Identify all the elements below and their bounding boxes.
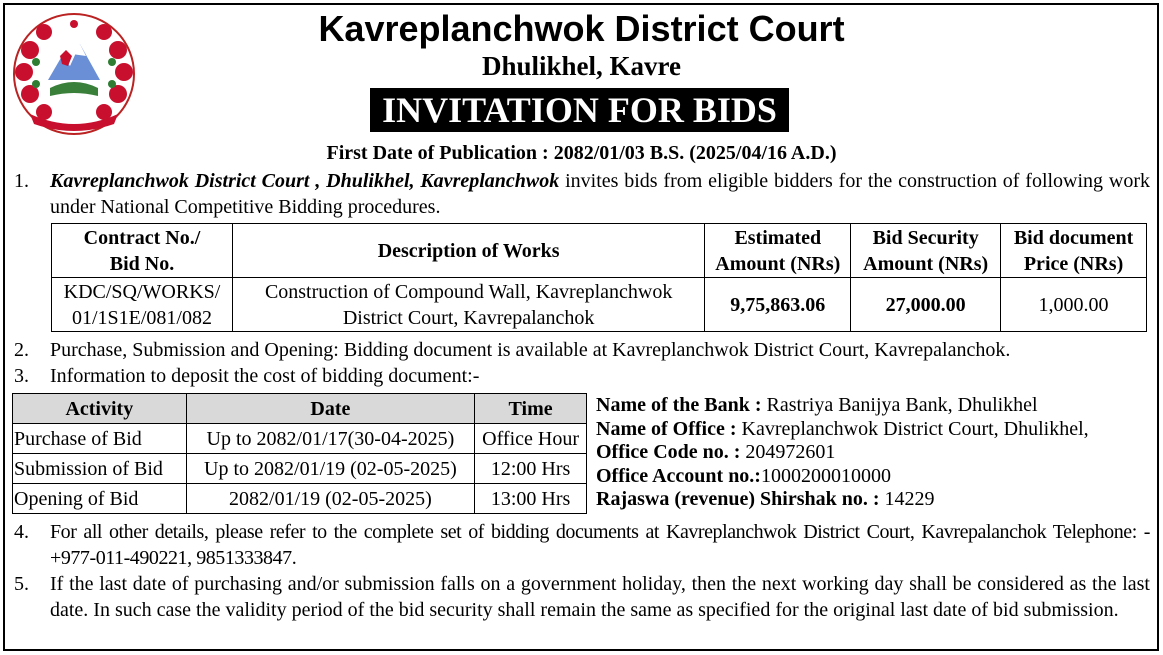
- court-location: Dhulikhel, Kavre: [481, 51, 682, 81]
- item-5-text: If the last date of purchasing and/or submission falls on a government holiday, then the next working day shall be considered as the last date. In such case the validity period of the bid security shall remain the same as specified for the original last date of bid submission.: [50, 573, 1150, 621]
- item-1-number: 1.: [14, 170, 29, 192]
- item-4: [14, 519, 1150, 571]
- cell-bid-security: 27,000.00: [851, 278, 1001, 332]
- office-code-line: Office Code no. : 204972601: [596, 441, 836, 463]
- header-date: Date: [186, 394, 475, 424]
- office-name-line: Name of Office : Kavreplanchwok District Court, Dhulikhel,: [596, 417, 1089, 440]
- cell-date: Up to 2082/01/17(30-04-2025): [186, 424, 475, 454]
- header-estimated-amount: Estimated Amount (NRs): [705, 224, 851, 278]
- header-activity: Activity: [13, 394, 187, 424]
- cell-estimated-amount: 9,75,863.06: [705, 278, 851, 332]
- item-5: [14, 571, 1150, 623]
- cell-contract-no: KDC/SQ/WORKS/ 01/1S1E/081/082: [52, 278, 233, 332]
- cell-time: Office Hour: [475, 424, 587, 454]
- cell-date: 2082/01/19 (02-05-2025): [186, 484, 475, 514]
- bank-details: [596, 394, 1156, 512]
- header-contract-no: Contract No./ Bid No.: [52, 224, 233, 278]
- item-1: [14, 168, 1150, 220]
- item-3-text: Information to deposit the cost of bidding document:-: [50, 365, 480, 387]
- item-1-rest: invites bids from eligible bidders for the construction of following work under National Competitive Bidding procedures.: [50, 170, 1150, 218]
- item-2-text: Purchase, Submission and Opening: Bidding document is available at Kavreplanchwok District Court, Kavrepalanchok.: [50, 339, 1011, 361]
- item-3: [14, 363, 1150, 389]
- item-3-number: 3.: [14, 365, 29, 387]
- publication-date: First Date of Publication : 2082/01/03 B.S. (2025/04/16 A.D.): [326, 142, 837, 164]
- header-bid-security: Bid Security Amount (NRs): [851, 224, 1001, 278]
- cell-description: Construction of Compound Wall, Kavreplanchwok District Court, Kavrepalanchok: [232, 278, 704, 332]
- cell-activity: Submission of Bid: [13, 454, 187, 484]
- office-account-line: Office Account no.:1000200010000: [596, 464, 891, 487]
- item-2-number: 2.: [14, 339, 29, 361]
- table-row: [13, 424, 587, 454]
- table-row: [13, 484, 587, 514]
- cell-time: 13:00 Hrs: [475, 484, 587, 514]
- rajaswa-line: Rajaswa (revenue) Shirshak no. : 14229: [596, 488, 935, 510]
- header-time: Time: [475, 394, 587, 424]
- invitation-banner: INVITATION FOR BIDS: [370, 88, 789, 132]
- works-table: [51, 223, 1147, 332]
- deposit-header-row: [13, 394, 587, 424]
- item-5-number: 5.: [14, 573, 29, 595]
- item-4-number: 4.: [14, 521, 29, 543]
- works-header-row: [52, 224, 1147, 278]
- item-1-bold: Kavreplanchwok District Court , Dhulikhel, Kavreplanchwok: [50, 170, 560, 192]
- court-name: Kavreplanchwok District Court: [318, 8, 845, 49]
- table-row: [52, 278, 1147, 332]
- header-description: Description of Works: [232, 224, 704, 278]
- item-1-text: [50, 168, 1150, 220]
- cell-activity: Opening of Bid: [13, 484, 187, 514]
- bank-name-line: Name of the Bank : Rastriya Banijya Bank, Dhulikhel: [596, 394, 1038, 416]
- cell-date: Up to 2082/01/19 (02-05-2025): [186, 454, 475, 484]
- cell-time: 12:00 Hrs: [475, 454, 587, 484]
- table-row: [13, 454, 587, 484]
- item-4-text: For all other details, please refer to the complete set of bidding documents at Kavreplanchwok District Court, Kavrepalanchok Telephone: - +977-011-490221, 9851333847.: [50, 521, 1150, 569]
- header-document-price: Bid document Price (NRs): [1001, 224, 1147, 278]
- cell-activity: Purchase of Bid: [13, 424, 187, 454]
- deposit-table: [12, 393, 587, 514]
- item-2: [14, 337, 1150, 363]
- banner-wrap: [0, 88, 1163, 132]
- cell-document-price: 1,000.00: [1001, 278, 1147, 332]
